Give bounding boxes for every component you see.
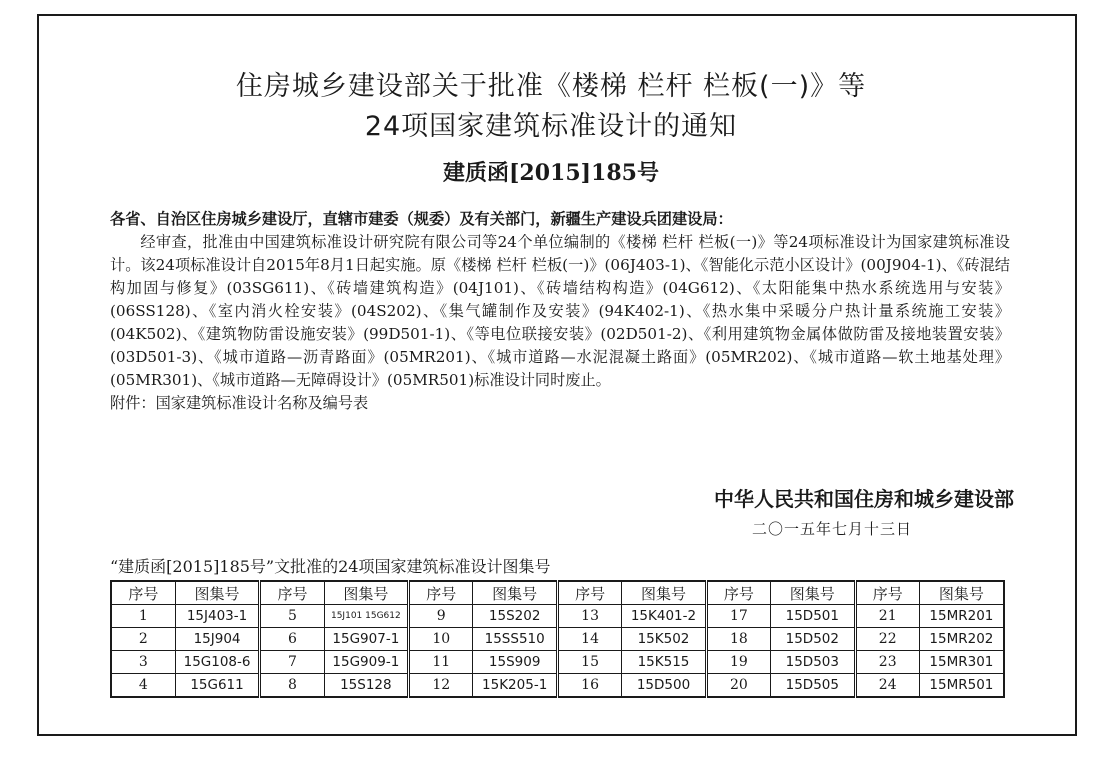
code-cell: 15K205-1 — [473, 674, 558, 698]
seq-cell: 8 — [260, 674, 324, 698]
code-cell: 15D501 — [771, 605, 856, 628]
header-code: 图集号 — [473, 581, 558, 605]
code-cell: 15SS510 — [473, 628, 558, 651]
header-seq: 序号 — [855, 581, 919, 605]
seq-cell: 9 — [409, 605, 473, 628]
code-cell: 15G909-1 — [324, 651, 409, 674]
code-cell: 15J904 — [175, 628, 260, 651]
code-cell: 15G907-1 — [324, 628, 409, 651]
table-caption: “建质函[2015]185号”文批准的24项国家建筑标准设计图集号 — [110, 557, 551, 576]
seq-cell: 19 — [706, 651, 770, 674]
seq-cell: 12 — [409, 674, 473, 698]
seq-cell: 2 — [111, 628, 175, 651]
seq-cell: 11 — [409, 651, 473, 674]
header-code: 图集号 — [324, 581, 409, 605]
code-cell: 15D502 — [771, 628, 856, 651]
code-cell: 15MR201 — [919, 605, 1004, 628]
code-cell: 15D503 — [771, 651, 856, 674]
code-cell: 15MR501 — [919, 674, 1004, 698]
seq-cell: 1 — [111, 605, 175, 628]
seq-cell: 15 — [557, 651, 621, 674]
table-row — [111, 628, 1004, 651]
code-cell: 15K401-2 — [622, 605, 707, 628]
seq-cell: 24 — [855, 674, 919, 698]
seq-cell: 10 — [409, 628, 473, 651]
document-number: 建质函[2015]185号 — [443, 160, 659, 186]
table-row — [111, 674, 1004, 698]
code-cell: 15S128 — [324, 674, 409, 698]
header-code: 图集号 — [919, 581, 1004, 605]
seq-cell: 3 — [111, 651, 175, 674]
code-cell: 15J403-1 — [175, 605, 260, 628]
code-cell: 15D500 — [622, 674, 707, 698]
code-cell: 15K515 — [622, 651, 707, 674]
issuer-name: 中华人民共和国住房和城乡建设部 — [714, 487, 1014, 511]
seq-cell: 6 — [260, 628, 324, 651]
seq-cell: 21 — [855, 605, 919, 628]
salutation: 各省、自治区住房城乡建设厅，直辖市建委（规委）及有关部门，新疆生产建设兵团建设局： — [110, 210, 733, 228]
notice-title-line2: 24项国家建筑标准设计的通知 — [364, 111, 738, 142]
header-seq: 序号 — [557, 581, 621, 605]
code-cell: 15D505 — [771, 674, 856, 698]
header-code: 图集号 — [622, 581, 707, 605]
seq-cell: 7 — [260, 651, 324, 674]
seq-cell: 16 — [557, 674, 621, 698]
seq-cell: 17 — [706, 605, 770, 628]
code-cell: 15MR202 — [919, 628, 1004, 651]
header-seq: 序号 — [260, 581, 324, 605]
attachment-line: 附件：国家建筑标准设计名称及编号表 — [110, 394, 369, 412]
table-row — [111, 651, 1004, 674]
code-cell: 15G611 — [175, 674, 260, 698]
header-seq: 序号 — [706, 581, 770, 605]
seq-cell: 4 — [111, 674, 175, 698]
seq-cell: 5 — [260, 605, 324, 628]
header-seq: 序号 — [111, 581, 175, 605]
seq-cell: 18 — [706, 628, 770, 651]
code-cell: 15S909 — [473, 651, 558, 674]
table-row — [111, 605, 1004, 628]
table-header-row — [111, 581, 1004, 605]
main-paragraph: 经审查，批准由中国建筑标准设计研究院有限公司等24个单位编制的《楼梯 栏杆 栏板(一)》等24项标准设计为国家建筑标准设计。该24项标准设计自2015年8月1日起实施。原《楼梯 栏杆 栏板(一)》(06J403-1)、《智能化示范小区设计》(00J904-1)、《砖混结构加固与修复》(03SG611)、《砖墙建筑构造》(04J101)、《砖墙结构构造》(04G612)、《太阳能集中热水系统选用与安装》(06SS128)、《室内消火栓安装》(04S202)、《集气罐制作及安装》(94K402-1)、《热水集中采暖分户热计量系统施工安装》(04K502)、《建筑物防雷设施安装》(99D501-1)、《等电位联接安装》(02D501-2)、《利用建筑物金属体做防雷及接地装置安装》(03D501-3)、《城市道路—沥青路面》(05MR201)、《城市道路—水泥混凝土路面》(05MR202)、《城市道路—软土地基处理》(05MR301)、《城市道路—无障碍设计》(05MR501)标准设计同时废止。 — [110, 233, 1010, 389]
header-code: 图集号 — [175, 581, 260, 605]
header-seq: 序号 — [409, 581, 473, 605]
code-cell: 15K502 — [622, 628, 707, 651]
notice-title-line1: 住房城乡建设部关于批准《楼梯 栏杆 栏板(一)》等 — [235, 71, 867, 102]
code-cell: 15J101 15G612 — [324, 605, 409, 628]
notice-body — [110, 208, 1010, 415]
code-cell: 15MR301 — [919, 651, 1004, 674]
header-code: 图集号 — [771, 581, 856, 605]
code-cell: 15S202 — [473, 605, 558, 628]
seq-cell: 20 — [706, 674, 770, 698]
seq-cell: 14 — [557, 628, 621, 651]
standards-table — [110, 580, 1005, 698]
seq-cell: 23 — [855, 651, 919, 674]
seq-cell: 22 — [855, 628, 919, 651]
seq-cell: 13 — [557, 605, 621, 628]
code-cell: 15G108-6 — [175, 651, 260, 674]
issue-date: 二〇一五年七月十三日 — [751, 520, 912, 538]
